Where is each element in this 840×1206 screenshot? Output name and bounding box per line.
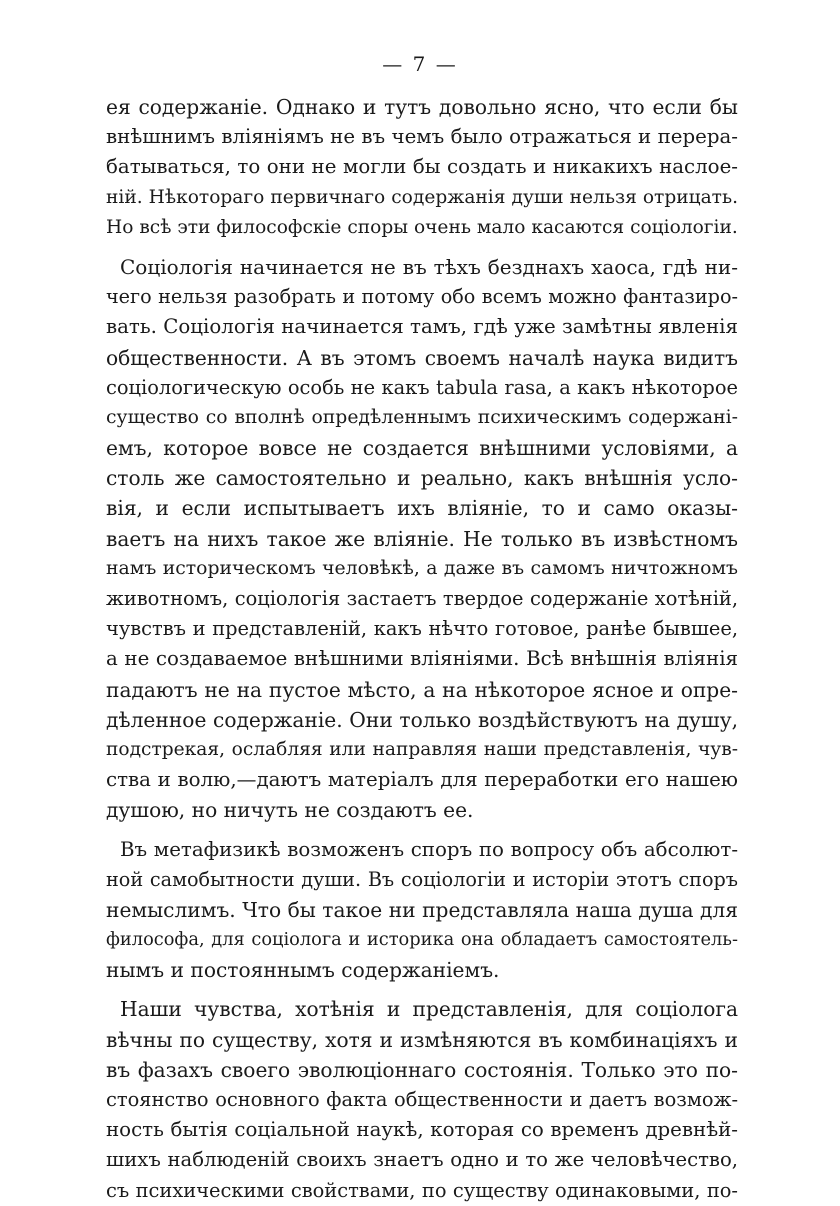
paragraph-1 <box>106 92 738 243</box>
text-line: животномъ, соціологія застаетъ твердое содержаніе хотѣній, <box>106 587 738 610</box>
text-line: общественности. А въ этомъ своемъ началѣ наука видитъ <box>106 345 738 370</box>
body-text <box>106 92 738 1206</box>
text-line: дѣленное содержаніе. Они только воздѣйствуютъ на душу, <box>106 707 738 732</box>
text-line: шихъ наблюденій своихъ знаетъ одно и то же человѣчество, <box>106 1148 738 1172</box>
text-line: ній. Нѣкотораго первичнаго содержанія души нельзя отрицать. <box>106 186 738 208</box>
text-line: въ фазахъ своего эволюціоннаго состоянія. Только это по- <box>106 1057 738 1082</box>
text-line: вать. Соціологія начинается тамъ, гдѣ уже замѣтны явленія <box>106 315 738 339</box>
paragraph-2 <box>106 252 738 826</box>
text-line: Наши чувства, хотѣнія и представленія, для соціолога <box>120 997 738 1022</box>
text-line: существо со вполнѣ опредѣленнымъ психическимъ содержані- <box>106 406 738 428</box>
text-line: Въ метафизикѣ возможенъ споръ по вопросу объ абсолют- <box>120 837 738 861</box>
text-line: подстрекая, ослабляя или направляя наши представленія, чув- <box>106 738 738 760</box>
text-line: а не создаваемое внѣшними вліяніями. Всѣ внѣшнія вліянія <box>106 647 738 671</box>
text-line: ваетъ на нихъ такое же вліяніе. Не только въ извѣстномъ <box>106 526 738 551</box>
text-line: ной самобытности души. Въ соціологіи и исторіи этотъ споръ <box>106 867 738 891</box>
text-line: чувствъ и представленій, какъ нѣчто готовое, ранѣе бывшее, <box>106 617 738 641</box>
page-number: — 7 — <box>382 52 458 76</box>
text-line: душою, но ничуть не создаютъ ее. <box>106 798 474 823</box>
text-line: Но всѣ эти философскіе споры очень мало касаются соціологіи. <box>106 216 738 238</box>
text-line: емъ, которое вовсе не создается внѣшними условіями, а <box>106 436 738 461</box>
text-line: соціологическую особь не какъ tabula rasa, а какъ нѣкоторое <box>106 375 738 399</box>
paragraph-4 <box>106 994 738 1205</box>
text-line: батываться, то они не могли бы создать и никакихъ наслое- <box>106 155 738 179</box>
text-line: ства и волю,—даютъ матеріалъ для переработки его нашею <box>106 768 738 792</box>
text-line: намъ историческомъ человѣкѣ, а даже въ самомъ ничтожномъ <box>106 557 738 579</box>
text-line: вѣчны по существу, хотя и измѣняются въ комбинаціяхъ и <box>106 1027 738 1052</box>
text-line: нымъ и постояннымъ содержаніемъ. <box>106 958 500 983</box>
text-line: философа, для соціолога и историка она обладаетъ самостоятель- <box>106 929 738 951</box>
text-line: внѣшнимъ вліяніямъ не въ чемъ было отражаться и перера- <box>106 125 738 149</box>
text-line: падаютъ не на пустое мѣсто, а на нѣкоторое ясное и опре- <box>106 677 738 702</box>
text-line: столь же самостоятельно и реально, какъ внѣшнія усло- <box>106 466 738 491</box>
paragraph-3 <box>106 835 738 986</box>
text-line: ность бытія соціальной наукѣ, которая со временъ древнѣй- <box>106 1118 738 1142</box>
text-line: стоянство основного факта общественности и даетъ возмож- <box>106 1088 738 1111</box>
text-line: съ психическими свойствами, по существу одинаковыми, по- <box>106 1178 738 1202</box>
text-line: чего нельзя разобрать и потому обо всемъ можно фантазиро- <box>106 285 738 309</box>
text-line: Соціологія начинается не въ тѣхъ безднахъ хаоса, гдѣ ни- <box>120 254 738 279</box>
text-line: ея содержаніе. Однако и тутъ довольно ясно, что если бы <box>106 95 738 119</box>
text-line: немыслимъ. Что бы такое ни представляла наша душа для <box>106 897 738 922</box>
text-line: вія, и если испытываетъ ихъ вліяніе, то и само оказы- <box>106 496 738 521</box>
